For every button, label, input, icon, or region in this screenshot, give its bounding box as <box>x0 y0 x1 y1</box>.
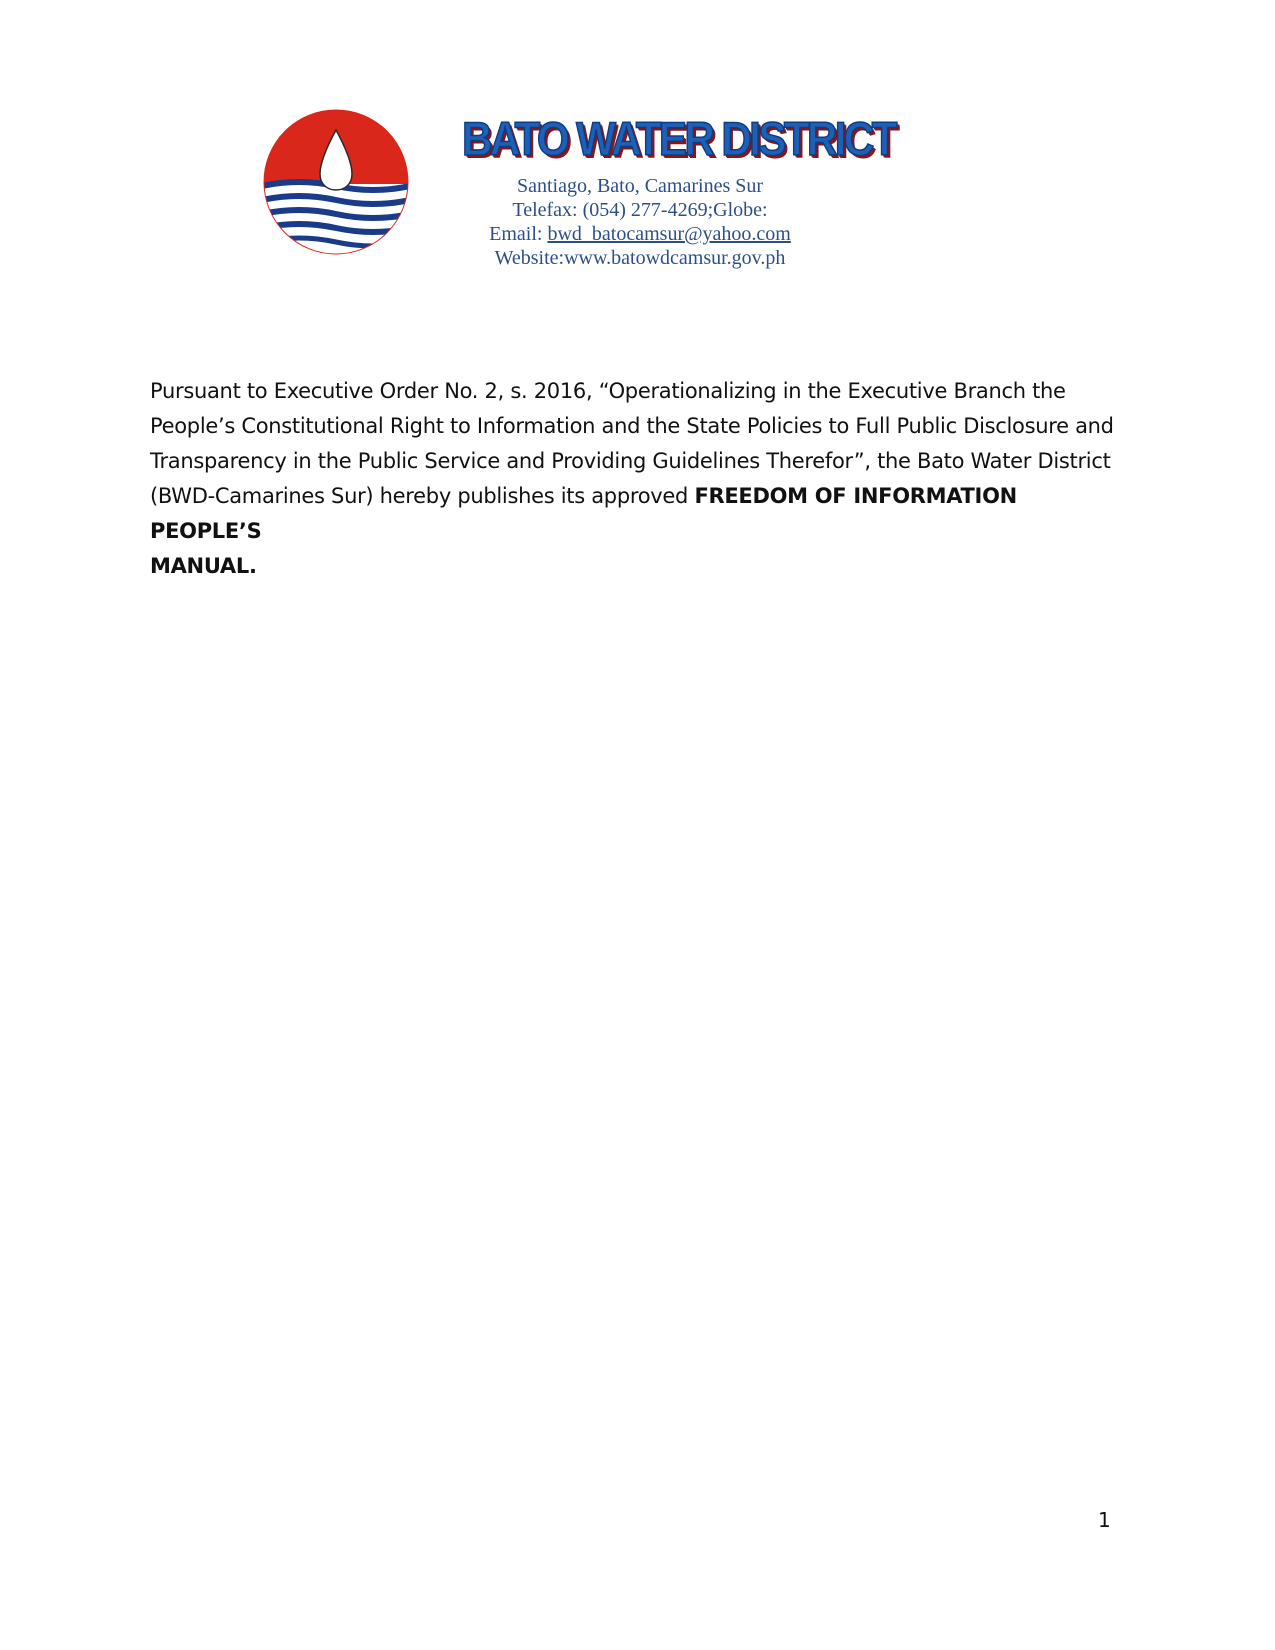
paragraph-line: Pursuant to Executive Order No. 2, s. 2016, “Operationalizing in the Executive Branch the <box>150 379 1066 403</box>
paragraph-line: Transparency in the Public Service and Providing Guidelines Therefor”, the Bato Water District <box>150 449 1111 473</box>
bato-water-district-logo-icon <box>262 108 410 256</box>
email-line <box>440 222 840 246</box>
paragraph-line <box>150 479 1125 549</box>
page-number: 1 <box>1098 1508 1111 1532</box>
letterhead-contact-block <box>440 174 840 270</box>
website-line: Website:www.batowdcamsur.gov.ph <box>494 247 786 269</box>
paragraph-text: (BWD-Camarines Sur) hereby publishes its approved <box>150 484 695 508</box>
manual-title-bold-end: MANUAL. <box>150 554 257 578</box>
organization-title: BATO WATER DISTRICT <box>462 112 895 165</box>
paragraph-line: People’s Constitutional Right to Information and the State Policies to Full Public Disclosure and <box>150 414 1114 438</box>
telefax-line: Telefax: (054) 277-4269;Globe: <box>512 199 768 221</box>
address-line: Santiago, Bato, Camarines Sur <box>516 175 764 197</box>
email-label: Email: <box>489 223 548 245</box>
manual-title-bold: FREEDOM OF INFORMATION PEOPLE’S <box>150 484 1017 543</box>
body-paragraph <box>150 374 1125 584</box>
email-link[interactable]: bwd_batocamsur@yahoo.com <box>547 223 791 245</box>
